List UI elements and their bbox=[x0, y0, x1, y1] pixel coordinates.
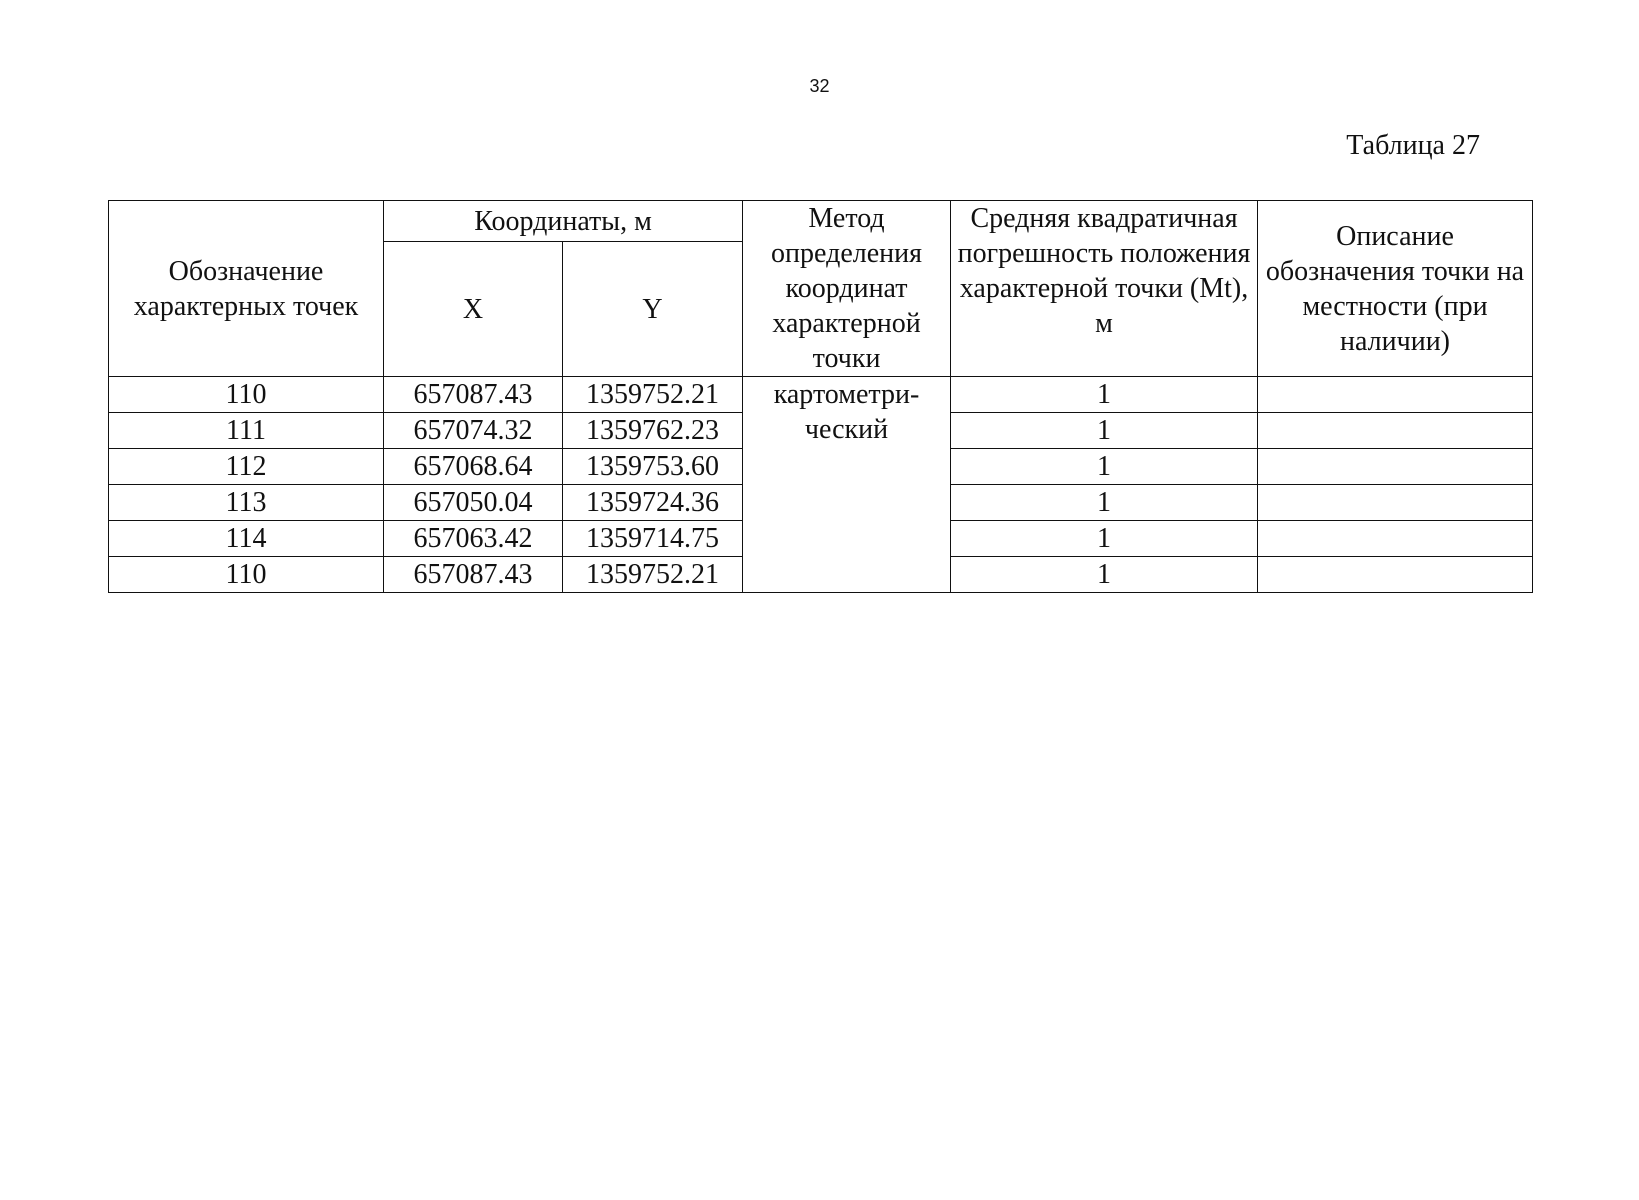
cell-mt: 1 bbox=[951, 557, 1258, 593]
cell-point: 113 bbox=[109, 485, 384, 521]
cell-mt: 1 bbox=[951, 377, 1258, 413]
cell-mt: 1 bbox=[951, 521, 1258, 557]
header-y: Y bbox=[563, 242, 743, 377]
cell-description bbox=[1258, 521, 1533, 557]
header-method: Метод определения координат характерной точки bbox=[743, 201, 951, 377]
coordinates-table bbox=[108, 200, 1533, 593]
table-caption: Таблица 27 bbox=[1346, 130, 1480, 161]
cell-y: 1359714.75 bbox=[563, 521, 743, 557]
cell-x: 657050.04 bbox=[384, 485, 563, 521]
table-row bbox=[109, 377, 1533, 413]
header-mean-square-error: Средняя квадратичная погрешность положения характерной точки (Mt), м bbox=[951, 201, 1258, 377]
cell-x: 657063.42 bbox=[384, 521, 563, 557]
header-description: Описание обозначения точки на местности (при наличии) bbox=[1258, 201, 1533, 377]
cell-description bbox=[1258, 449, 1533, 485]
page-number: 32 bbox=[809, 76, 830, 96]
header-point-designation: Обозначение характерных точек bbox=[109, 201, 384, 377]
cell-description bbox=[1258, 377, 1533, 413]
cell-point: 110 bbox=[109, 557, 384, 593]
cell-mt: 1 bbox=[951, 485, 1258, 521]
cell-y: 1359752.21 bbox=[563, 377, 743, 413]
cell-x: 657068.64 bbox=[384, 449, 563, 485]
cell-description bbox=[1258, 485, 1533, 521]
cell-y: 1359762.23 bbox=[563, 413, 743, 449]
cell-method: картометри-ческий bbox=[743, 377, 951, 593]
cell-x: 657087.43 bbox=[384, 377, 563, 413]
cell-y: 1359752.21 bbox=[563, 557, 743, 593]
cell-point: 110 bbox=[109, 377, 384, 413]
cell-y: 1359724.36 bbox=[563, 485, 743, 521]
cell-mt: 1 bbox=[951, 449, 1258, 485]
cell-description bbox=[1258, 557, 1533, 593]
cell-point: 112 bbox=[109, 449, 384, 485]
cell-point: 111 bbox=[109, 413, 384, 449]
header-x: X bbox=[384, 242, 563, 377]
cell-x: 657074.32 bbox=[384, 413, 563, 449]
cell-description bbox=[1258, 413, 1533, 449]
cell-point: 114 bbox=[109, 521, 384, 557]
header-coordinates: Координаты, м bbox=[384, 201, 743, 242]
cell-mt: 1 bbox=[951, 413, 1258, 449]
cell-y: 1359753.60 bbox=[563, 449, 743, 485]
cell-x: 657087.43 bbox=[384, 557, 563, 593]
